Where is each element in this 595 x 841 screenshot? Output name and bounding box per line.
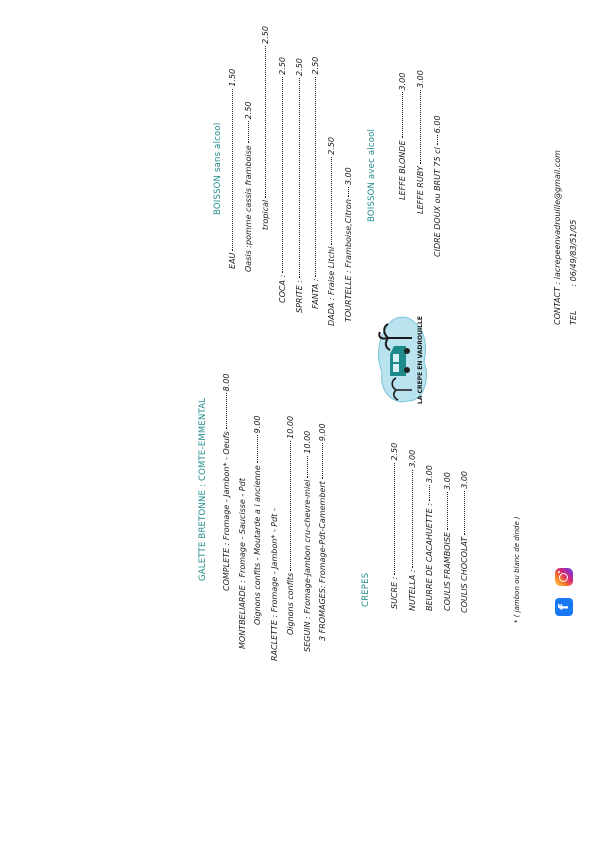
instagram-icon[interactable] — [555, 568, 573, 586]
galette-item-label: Oignons confits — [286, 572, 295, 635]
drink-item-eau — [228, 69, 237, 269]
crepe-item-sucre — [390, 443, 399, 609]
galette-item-3fromages — [318, 423, 327, 641]
drink-item-label: DADA : Fraise Litchi — [327, 246, 336, 326]
drink-item-label: tropical — [261, 199, 270, 230]
facebook-icon[interactable]: f — [555, 598, 573, 616]
drink-item-price: 2.50 — [244, 101, 253, 120]
drink-item-price: 3.00 — [398, 72, 407, 91]
galette-item-label: COMPLETE : Fromage - Jambon* - Oeufs — [222, 431, 231, 591]
drink-item-label: COCA : — [278, 274, 287, 303]
drink-item-coca — [278, 57, 287, 303]
galette-item-label: 3 FROMAGES: Fromage-Pdt-Camembert — [318, 481, 327, 641]
drink-item-price: 6.00 — [433, 115, 442, 134]
contact-phone-line — [569, 220, 578, 325]
galette-item-price: 9.00 — [253, 415, 262, 434]
crepe-item-label: COULIS CHOCOLAT — [460, 536, 469, 613]
drink-item-oasis — [244, 102, 253, 273]
crepe-item-price: 3.00 — [425, 465, 434, 484]
crepe-item-price: 3.00 — [460, 470, 469, 489]
contact-email[interactable]: lacrepeenvadrouille@gmail.com — [553, 150, 562, 280]
galette-item-raclette — [270, 508, 279, 661]
contact-label: CONTACT : — [553, 281, 562, 325]
galette-item-label: RACLETTE : Fromage - Jambon* - Pdt - — [270, 508, 279, 661]
drink-item-dada — [327, 137, 336, 326]
crepe-item-label: SUCRE : — [390, 576, 399, 609]
drink-item-leffe-blonde — [398, 73, 407, 200]
crepe-item-price: 2.50 — [390, 442, 399, 461]
drink-item-label: LEFFE RUBY — [416, 166, 425, 214]
crepe-en-vadrouille-logo — [372, 314, 430, 406]
galette-item-label: MONTBELIARDE : Fromage - Saucisse - Pdt — [238, 478, 247, 649]
drink-item-price: 1.50 — [228, 68, 237, 87]
drink-item-price: 2.50 — [278, 57, 287, 75]
drink-item-price: 2.50 — [261, 26, 270, 44]
jambon-footnote: * ( jambon ou blanc de dinde ) — [513, 516, 521, 623]
crepe-item-price: 3.00 — [443, 472, 452, 490]
drink-item-price: 3.00 — [344, 167, 353, 186]
drink-item-tourtelle — [344, 167, 353, 322]
galette-item-montbeliarde — [238, 478, 247, 649]
drink-item-label: LEFFE BLONDE — [398, 140, 407, 200]
drink-item-tropical — [261, 26, 270, 230]
crepe-item-framboise — [443, 472, 452, 611]
galette-item-price: 9.00 — [318, 423, 327, 442]
drink-item-sprite — [295, 58, 304, 313]
crepes-heading: CREPES — [361, 572, 371, 607]
avec-alcool-heading: BOISSON avec alcool — [367, 128, 377, 222]
galette-item-seguin — [303, 431, 312, 652]
galette-item-price: 10.00 — [286, 415, 295, 439]
contact-phone[interactable]: : 06/49/83/51/05 — [569, 219, 578, 287]
drink-item-label: FANTA : — [311, 278, 320, 309]
drink-item-label: EAU — [228, 252, 237, 269]
crepe-item-label: BEURRE DE CACAHUETTE : — [425, 503, 434, 611]
drink-item-fanta — [311, 57, 320, 309]
drink-item-price: 3.00 — [416, 70, 425, 89]
galette-item-price: 10.00 — [303, 430, 312, 454]
galette-item-label: SEGUIN : Fromage-Jambon cru-chevre-miel — [303, 479, 312, 652]
drink-item-label: Oasis :pomme cassis framboise — [244, 145, 253, 272]
drink-item-leffe-ruby — [416, 70, 425, 214]
contact-email-line — [553, 150, 562, 325]
drink-item-price: 2.50 — [327, 136, 336, 155]
crepe-item-chocolat — [460, 471, 469, 613]
drink-item-price: 2.50 — [311, 56, 320, 75]
galette-item-montbeliarde-line2 — [253, 416, 262, 626]
drink-item-label: TOURTELLE : Framboise,Citron — [344, 199, 353, 322]
sans-alcool-heading: BOISSON sans alcool — [213, 122, 223, 215]
galette-item-label: Oignons confits - Moutarde a l ancienne — [253, 465, 262, 625]
crepe-item-label: COULIS FRAMBOISE — [443, 532, 452, 611]
phone-label: TEL — [569, 310, 578, 325]
drink-item-price: 2.50 — [295, 58, 304, 76]
drink-item-label: SPRITE : — [295, 280, 304, 313]
crepe-item-cacahuette — [425, 465, 434, 611]
drink-item-cidre — [433, 115, 442, 257]
logo-text: LA CREPE EN VADROUILLE — [417, 316, 424, 404]
drink-item-label: CIDRE DOUX ou BRUT 75 cl — [433, 147, 442, 257]
crepe-item-label: NUTELLA : — [408, 569, 417, 611]
crepe-item-nutella — [408, 450, 417, 611]
galette-item-complete — [222, 374, 231, 591]
galette-item-raclette-line2 — [286, 416, 295, 635]
galette-heading: GALETTE BRETONNE : COMTE-EMMENTAL — [198, 397, 208, 581]
crepe-item-price: 3.00 — [408, 449, 417, 468]
galette-item-price: 8.00 — [222, 373, 231, 392]
